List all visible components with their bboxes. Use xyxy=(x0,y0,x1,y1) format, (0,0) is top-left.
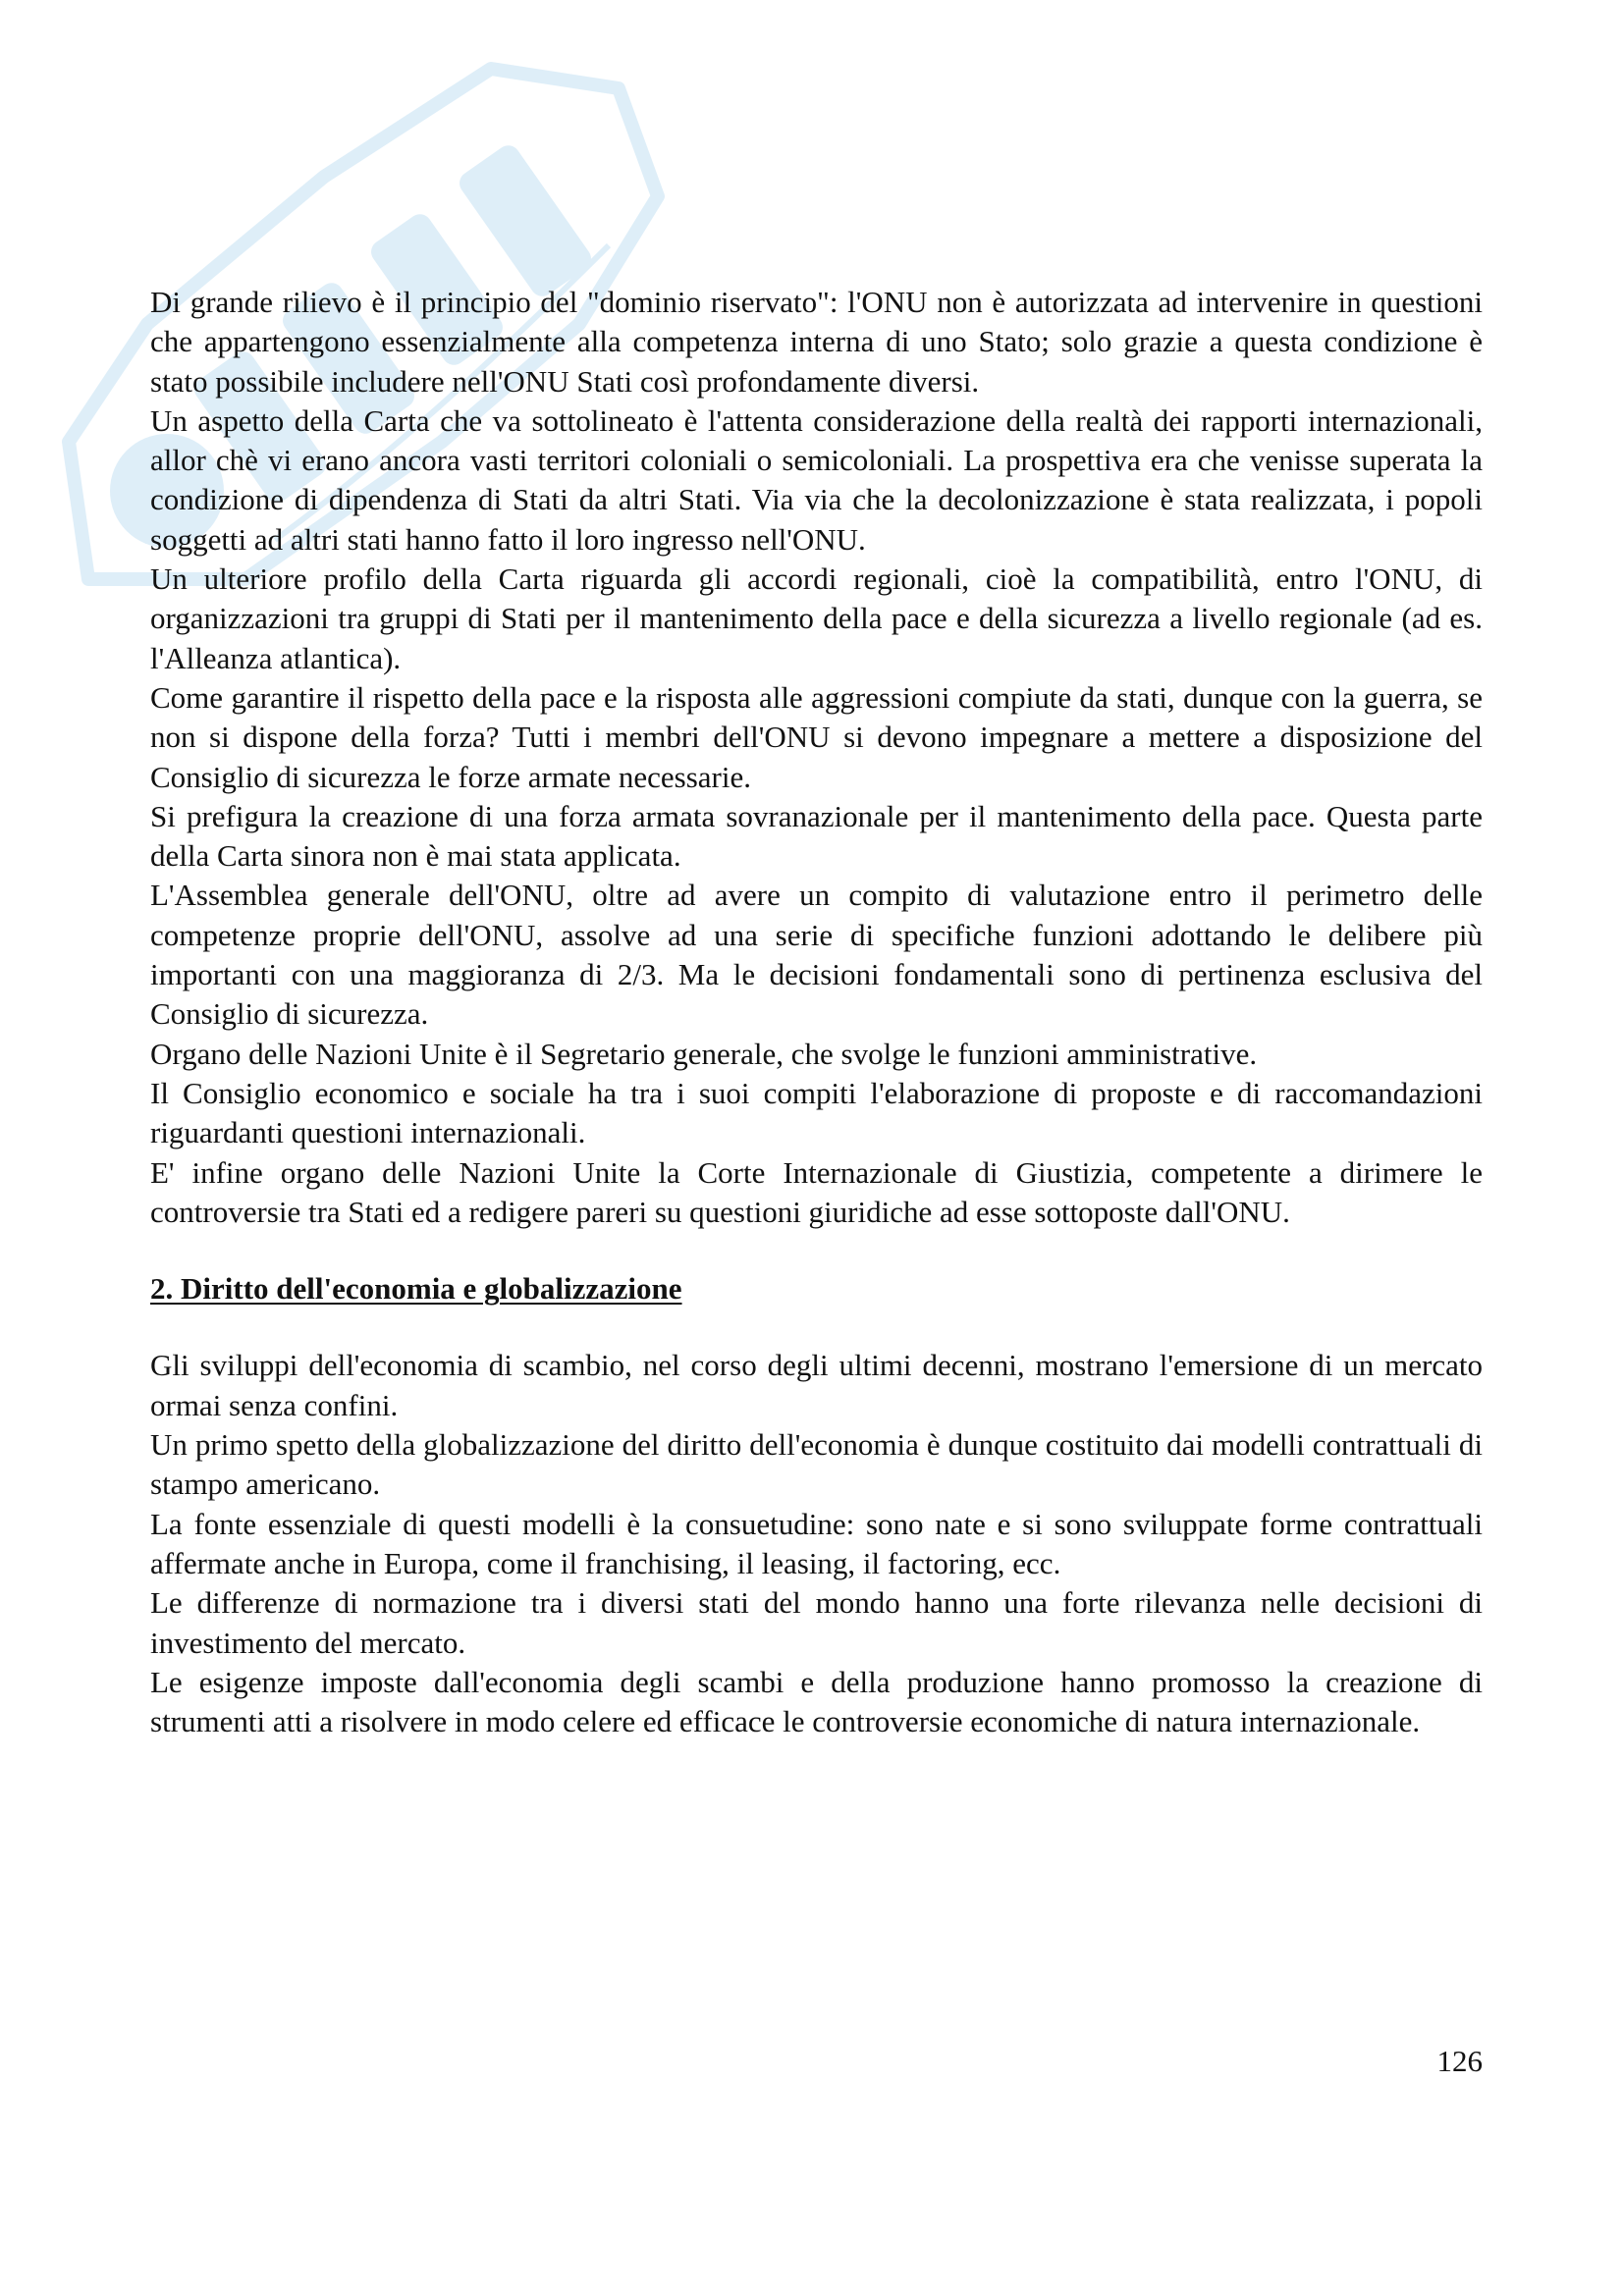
paragraph: Organo delle Nazioni Unite è il Segretario generale, che svolge le funzioni amministrative. xyxy=(150,1036,1258,1071)
paragraph: Un aspetto della Carta che va sottolineato è l'attenta considerazione della realtà dei rapporti internazionali, allor chè vi erano ancora vasti territori coloniali o semicoloniali. La prospettiva era che venisse superata la condizione di dipendenza di Stati da altri Stati. Via via che la decolonizzazione è stata realizzata, i popoli soggetti ad altri stati hanno fatto il loro ingresso nell'ONU. xyxy=(150,402,1483,557)
paragraph: Un primo spetto della globalizzazione del diritto dell'economia è dunque costituito dai modelli contrattuali di stampo americano. xyxy=(150,1427,1483,1502)
paragraph: La fonte essenziale di questi modelli è la consuetudine: sono nate e si sono sviluppate forme contrattuali affermate anche in Europa, come il franchising, il leasing, il factoring, ecc. xyxy=(150,1506,1483,1580)
paragraph: Il Consiglio economico e sociale ha tra i suoi compiti l'elaborazione di proposte e di raccomandazioni riguardanti questioni internazionali. xyxy=(150,1075,1483,1150)
paragraph: Come garantire il rispetto della pace e la risposta alle aggressioni compiute da stati, dunque con la guerra, se non si dispone della forza? Tutti i membri dell'ONU si devono impegnare a mettere a disposizione del Consiglio di sicurezza le forze armate necessarie. xyxy=(150,679,1483,794)
paragraph: Gli sviluppi dell'economia di scambio, nel corso degli ultimi decenni, mostrano l'emersione di un mercato ormai senza confini. xyxy=(150,1348,1483,1422)
paragraph: Le differenze di normazione tra i diversi stati del mondo hanno una forte rilevanza nelle decisioni di investimento del mercato. xyxy=(150,1585,1483,1660)
paragraph: Di grande rilievo è il principio del "dominio riservato": l'ONU non è autorizzata ad intervenire in questioni che appartengono essenzialmente alla competenza interna di uno Stato; solo grazie a questa condizione è stato possibile includere nell'ONU Stati così profondamente diversi. xyxy=(150,285,1483,399)
paragraph: Si prefigura la creazione di una forza armata sovranazionale per il mantenimento della pace. Questa parte della Carta sinora non è mai stata applicata. xyxy=(150,798,1483,874)
section-heading: 2. Diritto dell'economia e globalizzazione xyxy=(150,1271,682,1307)
paragraph: L'Assemblea generale dell'ONU, oltre ad avere un compito di valutazione entro il perimetro delle competenze proprie dell'ONU, assolve ad una serie di specifiche funzioni adottando le delibere più importanti con una maggioranza di 2/3. Ma le decisioni fondamentali sono di pertinenza esclusiva del Consiglio di sicurezza. xyxy=(150,878,1483,1032)
document-body xyxy=(150,283,1483,1741)
page-number: 126 xyxy=(1436,2044,1483,2078)
paragraph: Un ulteriore profilo della Carta riguarda gli accordi regionali, cioè la compatibilità, entro l'ONU, di organizzazioni tra gruppi di Stati per il mantenimento della pace e della sicurezza a livello regionale (ad es. l'Alleanza atlantica). xyxy=(150,561,1483,675)
paragraph: E' infine organo delle Nazioni Unite la Corte Internazionale di Giustizia, competente a dirimere le controversie tra Stati ed a redigere pareri su questioni giuridiche ad esse sottoposte dall'ONU. xyxy=(150,1154,1483,1229)
paragraph: Le esigenze imposte dall'economia degli scambi e della produzione hanno promosso la creazione di strumenti atti a risolvere in modo celere ed efficace le controversie economiche di natura internazionale. xyxy=(150,1664,1483,1739)
